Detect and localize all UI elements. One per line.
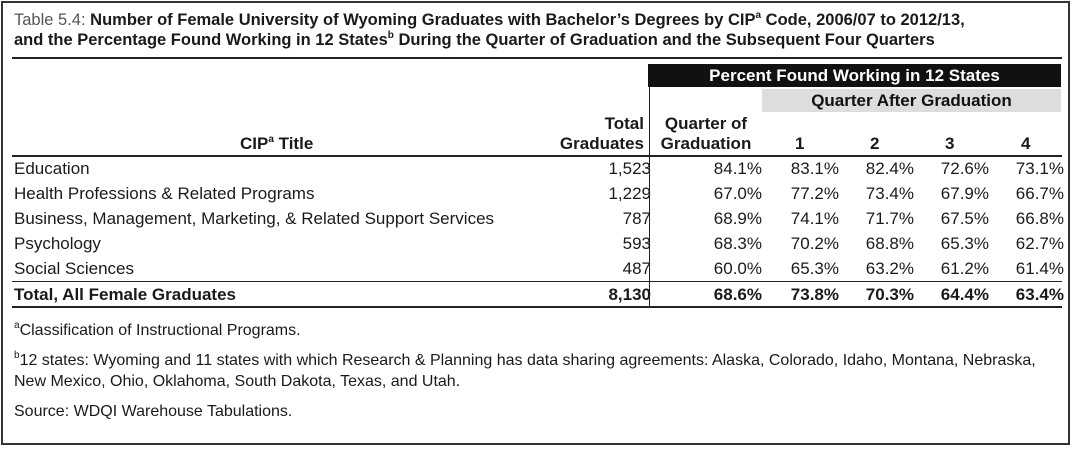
row-title: Social Sciences — [14, 259, 135, 278]
quarter-3-header: 3 — [945, 134, 955, 153]
row-q1: 70.2% — [790, 234, 839, 253]
row-title: Business, Management, Marketing, & Related Support Services — [14, 209, 495, 228]
title-line1: Number of Female University of Wyoming Graduates with Bachelor’s Degrees by CIP — [90, 11, 756, 29]
header-rule — [12, 155, 1062, 157]
quarter-after-header: Quarter After Graduation — [762, 89, 1061, 112]
table-row — [14, 234, 1064, 259]
quarter-1-header: 1 — [795, 134, 805, 153]
row-q3: 67.5% — [940, 209, 989, 228]
row-qog: 67.0% — [713, 184, 762, 203]
total-row-q3: 64.4% — [940, 285, 989, 304]
row-q1: 74.1% — [790, 209, 839, 228]
column-divider-header — [649, 87, 650, 158]
row-total: 487 — [622, 259, 651, 278]
row-q1: 65.3% — [790, 259, 839, 278]
row-q2: 82.4% — [865, 159, 914, 178]
table-number: Table 5.4: — [14, 11, 86, 29]
quarter-of-graduation-header: Quarter of Graduation — [660, 114, 752, 153]
row-title: Education — [14, 159, 90, 178]
table-title — [14, 10, 1064, 50]
row-title: Psychology — [14, 234, 101, 253]
row-title: Health Professions & Related Programs — [14, 184, 315, 203]
row-q4: 61.4% — [1015, 259, 1064, 278]
footnote-b: $^b$12 states: Wyoming and 11 states with which Research & Planning has data sharing agreements: Alaska, Colorado, Idaho, Montana, Nebraska, New Mexico, Ohio, Oklahoma, South Dakota, Texas, and Utah. — [14, 350, 1036, 390]
total-rule — [12, 281, 1062, 282]
title-sup-a: a — [755, 10, 762, 21]
quarter-2-header: 2 — [870, 134, 880, 153]
quarter-4-header: 4 — [1021, 134, 1031, 153]
table-row — [14, 159, 1064, 184]
total-row-title: Total, All Female Graduates — [14, 285, 237, 304]
row-q4: 66.8% — [1015, 209, 1064, 228]
bottom-rule — [12, 306, 1062, 308]
row-q3: 67.9% — [940, 184, 989, 203]
title-rule — [12, 57, 1062, 59]
row-q2: 73.4% — [865, 184, 914, 203]
row-q4: 62.7% — [1015, 234, 1064, 253]
row-qog: 84.1% — [713, 159, 762, 178]
row-total: 1,229 — [608, 184, 651, 203]
row-q2: 63.2% — [865, 259, 914, 278]
title-line2: and the Percentage Found Working in 12 States — [14, 31, 388, 49]
row-total: 1,523 — [608, 159, 651, 178]
row-total: 787 — [622, 209, 651, 228]
title-line1b: Code, 2006/07 to 2012/13, — [761, 11, 965, 29]
row-q3: 65.3% — [940, 234, 989, 253]
row-qog: 60.0% — [713, 259, 762, 278]
total-graduates-header: Total Graduates — [559, 114, 644, 153]
total-row-q4: 63.4% — [1015, 285, 1064, 304]
footnote-a: $^a$Classification of Instructional Programs. — [14, 320, 301, 339]
row-q2: 68.8% — [865, 234, 914, 253]
table-row — [14, 209, 1064, 234]
source-note: Source: WDQI Warehouse Tabulations. — [14, 403, 293, 420]
total-row-total: 8,130 — [608, 285, 651, 304]
row-q3: 72.6% — [940, 159, 989, 178]
row-q3: 61.2% — [940, 259, 989, 278]
title-line2b: During the Quarter of Graduation and the Subsequent Four Quarters — [393, 31, 935, 49]
row-q4: 73.1% — [1015, 159, 1064, 178]
row-q1: 77.2% — [790, 184, 839, 203]
row-q4: 66.7% — [1015, 184, 1064, 203]
table-row — [14, 184, 1064, 209]
total-row-q2: 70.3% — [865, 285, 914, 304]
row-q2: 71.7% — [865, 209, 914, 228]
percent-found-header: Percent Found Working in 12 States — [648, 64, 1061, 87]
row-qog: 68.9% — [713, 209, 762, 228]
cip-title-header: CIP$^a$ Title — [240, 134, 314, 153]
row-q1: 83.1% — [790, 159, 839, 178]
title-sup-b: b — [387, 30, 394, 41]
row-total: 593 — [622, 234, 651, 253]
row-qog: 68.3% — [713, 234, 762, 253]
total-row-qog: 68.6% — [713, 285, 762, 304]
total-row-q1: 73.8% — [790, 285, 839, 304]
